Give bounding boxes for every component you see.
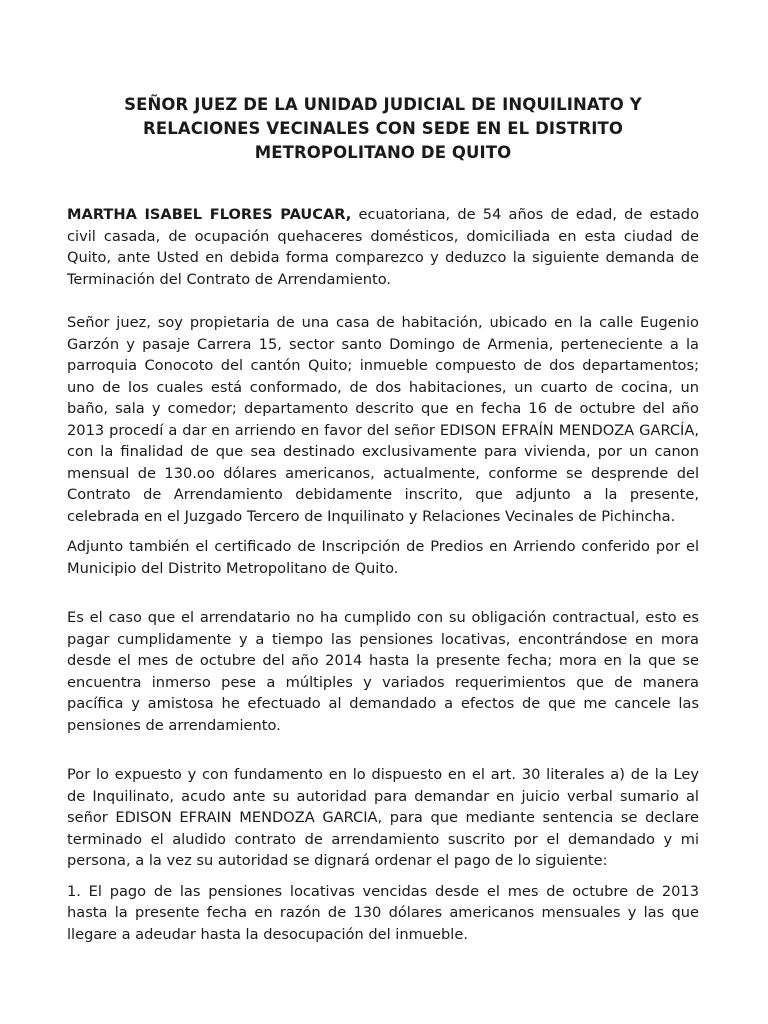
document-title: SEÑOR JUEZ DE LA UNIDAD JUDICIAL DE INQUILINATO Y RELACIONES VECINALES CON SEDE EN EL DISTRITO METROPOLITANO DE QUITO [124, 95, 642, 162]
plaintiff-name: MARTHA ISABEL FLORES PAUCAR, [67, 206, 352, 223]
paragraph-property: Señor juez, soy propietaria de una casa de habitación, ubicado en la calle Eugenio Garzón y pasaje Carrera 15, sector santo Domingo de Armenia, perteneciente a la parroquia Conocoto del cantón Quito; inmueble compuesto de dos departamentos; uno de los cuales está conformado, de dos habitaciones, un cuarto de cocina, un baño, sala y comedor; departamento descrito que en fecha 16 de octubre del año 2013 procedí a dar en arriendo en favor del señor EDISON EFRAÍN MENDOZA GARCÍA, con la finalidad de que sea destinado exclusivamente para vivienda, por un canon mensual de 130.oo dólares americanos, actualmente, conforme se desprende del Contrato de Arrendamiento debidamente inscrito, que adjunto a la presente, celebrada en el Juzgado Tercero de Inquilinato y Relaciones Vecinales de Pichincha. [67, 314, 699, 525]
list-item-claim-1: 1. El pago de las pensiones locativas vencidas desde el mes de octubre de 2013 hasta la presente fecha en razón de 130 dólares americanos mensuales y las que llegare a adeudar hasta la desocupación del inmueble. [67, 882, 699, 943]
paragraph-plaintiff [67, 204, 699, 290]
paragraph-text: ecuatoriana, de 54 años de edad, de estado civil casada, de ocupación quehaceres domésticos, domiciliada en esta ciudad de Quito, ante Usted en debida forma comparezco y deduzco la siguiente demanda de Terminación del Contrato de Arrendamiento. [67, 206, 699, 288]
paragraph-certificate: Adjunto también el certificado de Inscripción de Predios en Arriendo conferido por el Municipio del Distrito Metropolitano de Quito. [67, 538, 699, 577]
paragraph-claim: Por lo expuesto y con fundamento en lo dispuesto en el art. 30 literales a) de la Ley de Inquilinato, acudo ante su autoridad para demandar en juicio verbal sumario al señor EDISON EFRAIN MENDOZA GARCIA, para que mediante sentencia se declare terminado el aludido contrato de arrendamiento suscrito por el demandado y mi persona, a la vez su autoridad se dignará ordenar el pago de lo siguiente: [67, 766, 699, 869]
paragraph-default: Es el caso que el arrendatario no ha cumplido con su obligación contractual, esto es pagar cumplidamente y a tiempo las pensiones locativas, encontrándose en mora desde el mes de octubre del año 2014 hasta la presente fecha; mora en la que se encuentra inmerso pese a múltiples y variados requerimientos que de manera pacífica y amistosa he efectuado al demandado a efectos de que me cancele las pensiones de arrendamiento. [67, 609, 699, 734]
